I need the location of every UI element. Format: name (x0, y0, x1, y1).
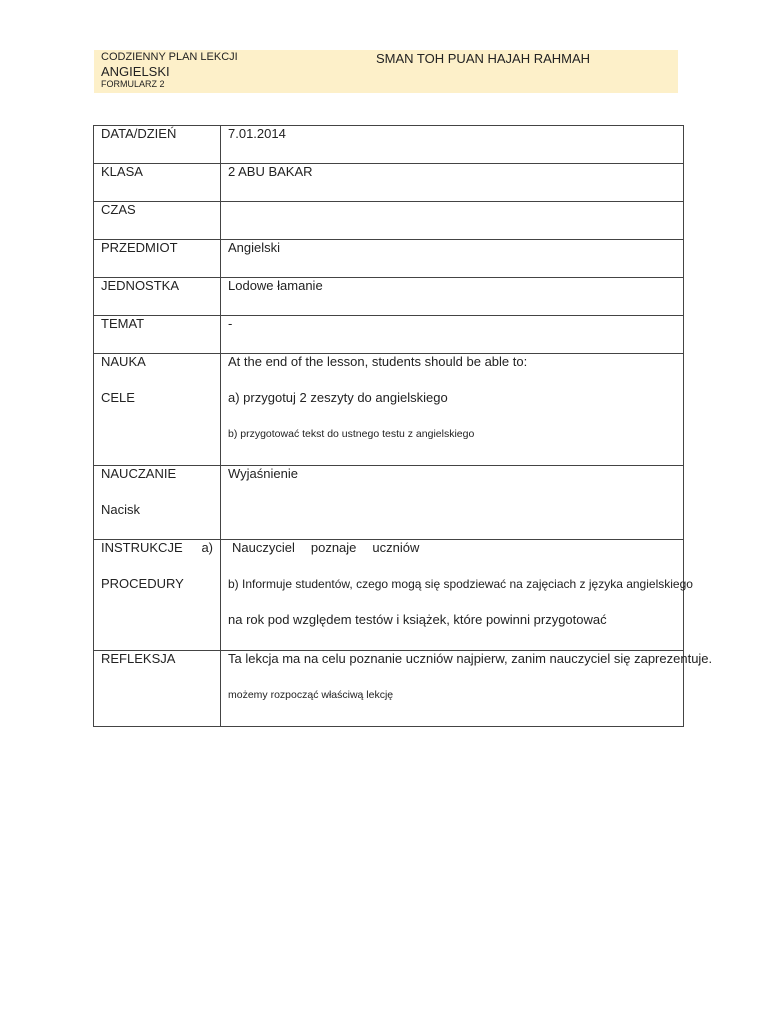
document-header (94, 50, 678, 93)
label-unit: JEDNOSTKA (94, 278, 221, 316)
value-time (221, 202, 684, 240)
label-reflection: REFLEKSJA (94, 651, 221, 727)
procedure-a-word: poznaje (310, 540, 357, 555)
label-procedures (94, 540, 221, 651)
procedure-a (228, 540, 676, 556)
label-class: KLASA (94, 164, 221, 202)
label-emphasis-line1: NAUCZANIE (101, 466, 177, 481)
label-subject: PRZEDMIOT (94, 240, 221, 278)
value-emphasis: Wyjaśnienie (221, 466, 684, 540)
label-objectives-line2: CELE (101, 390, 135, 405)
reflection-line2: możemy rozpocząć właściwą lekcję (228, 689, 394, 701)
value-reflection (221, 651, 713, 727)
header-title: CODZIENNY PLAN LEKCJI (101, 51, 238, 63)
procedure-a-word: uczniów (372, 540, 420, 555)
value-unit: Lodowe łamanie (221, 278, 684, 316)
table-row-unit (94, 278, 684, 316)
value-date: 7.01.2014 (221, 126, 684, 164)
lesson-plan-table (93, 125, 713, 727)
value-topic: - (221, 316, 684, 354)
label-time: CZAS (94, 202, 221, 240)
label-emphasis-line2: Nacisk (101, 502, 141, 517)
label-procedures-text: INSTRUKCJE (101, 540, 183, 555)
procedure-a-word: Nauczyciel (232, 540, 295, 555)
value-procedures (221, 540, 693, 651)
procedure-b-continued: na rok pod względem testów i książek, które powinni przygotować (228, 612, 607, 627)
label-emphasis (94, 466, 221, 540)
table-row-emphasis (94, 466, 684, 540)
label-objectives-line1: NAUKA (101, 354, 146, 369)
value-subject: Angielski (221, 240, 684, 278)
header-school: SMAN TOH PUAN HAJAH RAHMAH (376, 51, 591, 66)
table-row-procedures (94, 540, 684, 651)
table-row-objectives (94, 354, 684, 466)
label-procedures-line2: PROCEDURY (101, 576, 184, 591)
objective-b: b) przygotować tekst do ustnego testu z angielskiego (228, 428, 475, 440)
procedure-b: b) Informuje studentów, czego mogą się spodziewać na zajęciach z języka angielskiego (228, 577, 693, 591)
value-objectives (221, 354, 684, 466)
label-procedures-suffix: a) (201, 540, 213, 555)
objectives-intro: At the end of the lesson, students should be able to: (228, 354, 528, 369)
label-date: DATA/DZIEŃ (94, 126, 221, 164)
reflection-line1: Ta lekcja ma na celu poznanie uczniów najpierw, zanim nauczyciel się zaprezentuje. (228, 651, 713, 666)
value-class: 2 ABU BAKAR (221, 164, 684, 202)
table-row-class (94, 164, 684, 202)
table-row-topic (94, 316, 684, 354)
table-row-date (94, 126, 684, 164)
label-procedures-line1 (101, 540, 213, 556)
label-objectives (94, 354, 221, 466)
table-row-subject (94, 240, 684, 278)
header-subject: ANGIELSKI (101, 64, 170, 79)
table-row-reflection (94, 651, 684, 727)
objective-a: a) przygotuj 2 zeszyty do angielskiego (228, 390, 448, 405)
table-row-time (94, 202, 684, 240)
header-form: FORMULARZ 2 (101, 79, 165, 89)
label-topic: TEMAT (94, 316, 221, 354)
